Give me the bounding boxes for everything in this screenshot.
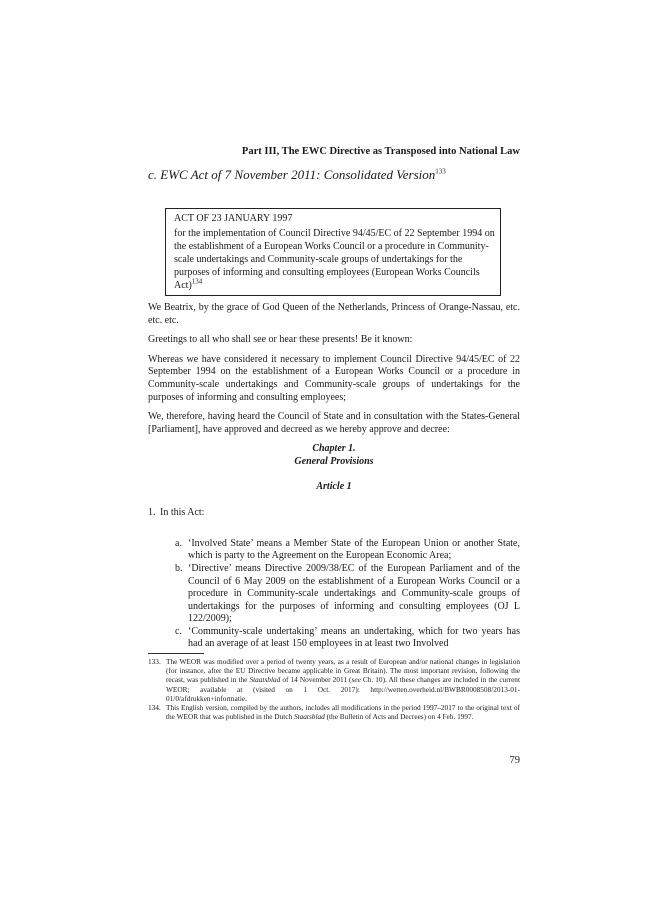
list-item-text: ‘Involved State’ means a Member State of the European Union or another State, which is party to the Agreement on the European Economic Area; — [188, 537, 520, 562]
footnote-ref-133[interactable]: 133 — [435, 167, 446, 176]
body-text — [148, 302, 520, 651]
footnote-ref-134[interactable]: 134 — [191, 277, 203, 286]
paragraph-number: 1. — [148, 507, 156, 519]
footnote-number: 134. — [148, 703, 161, 713]
footnote-italic: Staatsblad — [293, 712, 325, 722]
footnote-text-part: The WEOR was modified over a period of twenty years, as a result of European and/or national changes in legislation (for instance, after the EU Directive became applicable in Great Britain). The most important revision, following the recast, was published in the — [166, 657, 520, 685]
list-item-text: ‘Directive’ means Directive 2009/38/EC of the European Parliament and of the Council of 6 May 2009 on the establishment of a European Works Council or a procedure in Community-scale undertakings and Community-scale groups of undertakings for the purposes of informing and consulting employees (OJ L 122/2009); — [188, 562, 520, 625]
running-head: Part III, The EWC Directive as Transposed into National Law — [241, 146, 520, 157]
footnote-134 — [148, 703, 520, 721]
footnote-text — [166, 657, 520, 703]
article-heading: Article 1 — [316, 480, 352, 492]
footnote-133 — [148, 657, 520, 703]
footnote-number: 133. — [148, 657, 161, 666]
section-title-text: c. EWC Act of 7 November 2011: Consolidated Version — [148, 167, 436, 182]
paragraph-preamble: We Beatrix, by the grace of God Queen of the Netherlands, Princess of Orange-Nassau, etc. etc. etc. — [148, 302, 520, 326]
chapter-heading — [148, 443, 520, 468]
list-marker: a. — [175, 537, 182, 549]
chapter-number: Chapter 1. — [312, 443, 356, 455]
footnote-url-text[interactable]: Ch. 10). All these changes are included in the current WEOR; available at (visited on 1 Oct. 2017): http://wetten.overheid.nl/BWBR0008508/2013-01-01/0/afdrukken+informatie. — [166, 675, 520, 703]
footnote-text-part: This English version, compiled by the authors, includes all modifications in the period 1997–2017 to the original text of the WEOR that was published in the Dutch — [166, 703, 520, 722]
definition-list — [175, 538, 520, 651]
act-description-text: for the implementation of Council Directive 94/45/EC of 22 September 1994 on the establishment of a European Works Council or a procedure in Community-scale undertakings and Community-scale groups of undertakings for the purposes of informing and consulting employees (European Works Councils Act) — [174, 228, 495, 291]
section-title — [148, 166, 520, 183]
page-number: 79 — [509, 755, 520, 766]
footnote-text-part: (the Bulletin of Acts and Decrees) on 4 Feb. 1997. — [324, 712, 474, 722]
footnote-italic: Staatsblad — [249, 675, 281, 685]
footnote-text — [166, 703, 520, 721]
list-marker: b. — [175, 562, 183, 574]
act-description — [174, 227, 500, 292]
list-marker: c. — [175, 625, 182, 637]
footnote-italic: see — [351, 675, 361, 685]
paragraph-whereas: Whereas we have considered it necessary to implement Council Directive 94/45/EC of 22 September 1994 on the establishment of a European Works Council or a procedure in Community-scale undertakings and Community-scale groups of undertakings for the purposes of informing and consulting employees; — [148, 353, 520, 403]
chapter-title: General Provisions — [294, 455, 374, 467]
list-item — [175, 538, 520, 563]
paragraph-decree: We, therefore, having heard the Council of State and in consultation with the States-General [Parliament], have approved and decreed as we hereby approve and decree: — [148, 411, 520, 435]
footnote-divider — [148, 653, 204, 654]
paragraph-text: In this Act: — [160, 507, 205, 519]
list-item — [175, 563, 520, 626]
list-item — [175, 626, 520, 651]
act-heading: ACT OF 23 JANUARY 1997 — [174, 213, 293, 224]
footnotes — [148, 657, 520, 721]
footnote-text-part: of 14 November 2011 ( — [280, 675, 352, 685]
list-item-text: ‘Community-scale undertaking’ means an undertaking, which for two years has had an average of at least 150 employees in at least two Involved — [188, 625, 520, 650]
act-title-box — [165, 208, 501, 296]
paragraph-greetings: Greetings to all who shall see or hear these presents! Be it known: — [148, 334, 413, 346]
article-paragraph-1 — [148, 507, 520, 520]
